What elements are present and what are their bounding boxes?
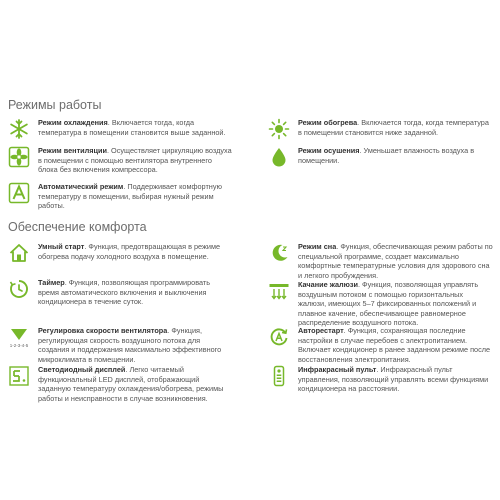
mode-heating — [268, 118, 493, 137]
smart-start-name: Умный старт — [38, 242, 85, 251]
mode-drying-desc: . Уменьшает влажность воздуха в помещении. — [298, 146, 475, 165]
mode-ventilation-desc: . Осуществляет циркуляцию воздуха в помещении с помощью вентилятора внутреннего блока без включения компрессора. — [38, 146, 232, 175]
mode-auto — [8, 182, 233, 211]
mode-ventilation-name: Режим вентиляции — [38, 146, 107, 155]
louver-desc: . Функция, позволяющая управлять воздушным потоком с помощью горизонтальных жалюзи, имеющих 5–7 фиксированных положений и плавное качение, обеспечивающее равномерное распределение воздушного потока. — [298, 280, 479, 328]
comfort-fan-speed — [8, 326, 233, 364]
mode-auto-name: Автоматический режим — [38, 182, 124, 191]
sun-icon — [268, 118, 290, 140]
comfort-ir-remote — [268, 365, 493, 394]
moon-icon — [268, 242, 290, 264]
comfort-timer — [8, 278, 233, 307]
sleep-name: Режим сна — [298, 242, 337, 251]
led-display-name: Светодиодный дисплей — [38, 365, 126, 374]
ir-remote-name: Инфракрасный пульт — [298, 365, 377, 374]
mode-heating-name: Режим обогрева — [298, 118, 358, 127]
comfort-louver — [268, 280, 493, 328]
mode-cooling-desc: . Включается тогда, когда температура в помещении становится выше заданной. — [38, 118, 226, 137]
led-display-desc: . Легко читаемый функциональный LED дисплей, отображающий заданную температуру охлаждения/обогрева, режимы работы и неисправности в случае возникновения. — [38, 365, 224, 403]
timer-name: Таймер — [38, 278, 65, 287]
mode-cooling-name: Режим охлаждения — [38, 118, 108, 127]
display-icon — [8, 365, 30, 387]
house-icon — [8, 242, 30, 264]
louver-name: Качание жалюзи — [298, 280, 358, 289]
timer-icon — [8, 278, 30, 300]
comfort-led-display — [8, 365, 233, 403]
mode-drying-name: Режим осушения — [298, 146, 360, 155]
fan-speed-scale: 1-2-3-4-5 — [9, 343, 29, 348]
comfort-autorestart — [268, 326, 493, 364]
comfort-smart-start — [8, 242, 233, 261]
autorestart-icon — [268, 326, 290, 348]
smart-start-desc: . Функция, предотвращающая в режиме обогрева подачу холодного воздуха в помещение. — [38, 242, 221, 261]
fan-icon — [8, 146, 30, 168]
snowflake-icon — [8, 118, 30, 140]
autorestart-name: Авторестарт — [298, 326, 344, 335]
fan-speed-name: Регулировка скорости вентилятора — [38, 326, 168, 335]
autorestart-desc: . Функция, сохраняющая последние настройки в случае перебоев с электропитанием. Включает кондиционер в ранее заданном режиме после восстановления электропитания. — [298, 326, 491, 364]
louver-icon — [268, 280, 290, 302]
remote-icon — [268, 365, 290, 387]
fan-speed-icon — [8, 326, 30, 348]
sleep-desc: . Функция, обеспечивающая режим работы по специальной программе, создает максимально комфортные температурные условия для здорового сна и легкого пробуждения. — [298, 242, 493, 280]
mode-auto-desc: . Поддерживает комфортную температуру в помещении, выбирая нужный режим работы. — [38, 182, 222, 211]
comfort-sleep — [268, 242, 493, 280]
mode-ventilation — [8, 146, 233, 175]
ir-remote-desc: . Инфракрасный пульт управления, позволяющий управлять всеми функциями кондиционера на расстоянии. — [298, 365, 489, 394]
auto-a-icon — [8, 182, 30, 204]
drop-icon — [268, 146, 290, 168]
timer-desc: . Функция, позволяющая программировать время автоматического включения и выключения кондиционера в течение суток. — [38, 278, 211, 307]
fan-speed-desc: . Функция, регулирующая скорость воздушного потока для создания и поддержания максимально эффективного микроклимата в помещении. — [38, 326, 222, 364]
mode-cooling — [8, 118, 233, 137]
mode-heating-desc: . Включается тогда, когда температура в помещении становится ниже заданной. — [298, 118, 489, 137]
comfort-title: Обеспечение комфорта — [8, 220, 147, 234]
mode-drying — [268, 146, 493, 165]
modes-title: Режимы работы — [8, 98, 102, 112]
